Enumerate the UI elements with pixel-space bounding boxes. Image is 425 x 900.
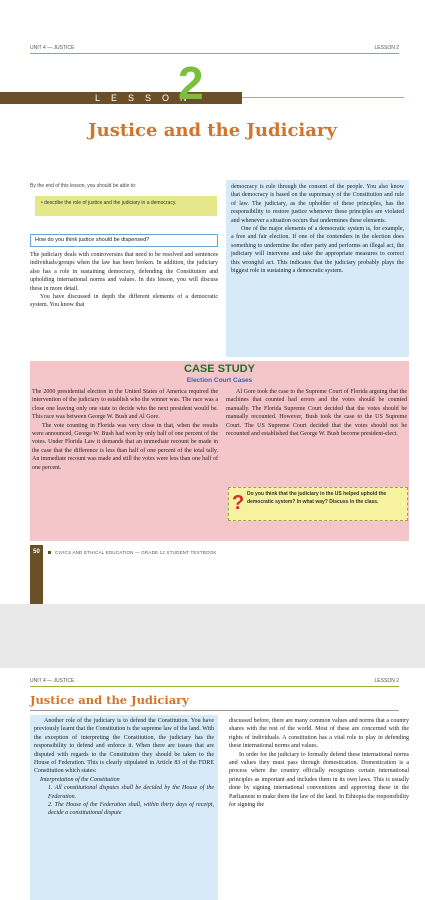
lesson-label: LESSON: [95, 93, 198, 103]
page-number: 50: [33, 549, 40, 555]
case-study-title: CASE STUDY: [184, 363, 255, 375]
footer-bullet-icon: [48, 551, 51, 554]
body-column-right: [229, 717, 409, 809]
header-rule: [30, 686, 399, 687]
objectives-intro: By the end of this lesson, you should be able to:: [30, 183, 137, 189]
paragraph: The 2000 presidential election in the United States of America required the intervention of the judiciary to establish who the winner was. The race was a close one leaving only one state to decide who the next president would be. This race was between George W. Bush and Al Gore.: [32, 389, 218, 421]
question-mark-icon: ?: [232, 492, 245, 514]
page-title: Justice and the Judiciary: [30, 693, 189, 707]
lesson-title: Justice and the Judiciary: [88, 120, 337, 141]
starter-question: How do you think justice should be dispensed?: [30, 234, 218, 247]
objectives-box: • describe the role of justice and the judiciary in a democracy.: [35, 196, 217, 216]
paragraph: The judiciary deals with controversies that need to be resolved and sentences individuals/groups when the law has been broken. In addition, the judiciary also has a role in sustaining democracy, defending the Constitution and upholding international norms and values. In this lesson, you will discuss these in more detail.: [30, 252, 218, 292]
paragraph: You have discussed in depth the different elements of a democratic system. You know that: [30, 294, 218, 309]
paragraph: One of the major elements of a democratic system is, for example, a free and fair election. If one of the contenders in the election does something to undermine the other party and performs an illegal act, the judiciary will intervene and take the appropriate measures to correct this wrongful act. This indicates that the judiciary probably plays the biggest role in sustaining a democratic system.: [231, 226, 404, 275]
case-study-column-right: [226, 388, 407, 438]
lesson-number: 2: [178, 57, 204, 109]
header-lesson: LESSON 2: [374, 45, 399, 51]
title-rule: [30, 710, 399, 711]
paragraph: Al Gore took the case to the Supreme Court of Florida arguing that the machines that counted had errors and the votes should be counted manually. The Florida Supreme Court decided that the votes should be manually recounted. However, Bush took the case to the US Supreme Court. The US Supreme Court decided that the votes should not be recounted and established that George W. Bush become president-elect.: [226, 389, 407, 438]
case-study-box: [30, 361, 409, 541]
paragraph: The vote counting in Florida was very close in that, when the results were announced, George W. Bush had won by only half of one percent of the votes. Under Florida Law it demands that an immediate recount be made in the case that the difference is less than half of one percent of the total tally. An immediate recount was made and still the votes were less than one half of one percent.: [32, 422, 218, 471]
case-study-column-left: [32, 388, 218, 472]
quote-heading: Interpretation of the Constitution: [40, 776, 120, 783]
lesson-banner-line: [242, 97, 404, 98]
body-column-left: [30, 251, 218, 310]
paragraph: Another role of the judiciary is to defend the Constitution. You have previously learnt that the Constitution is the supreme law of the land. With the exception of interpreting the Constitution, the judiciary has the responsibility to defend and enforce it. When there are issues that are disputed with regards to the Constitution they should be taken to the House of Federation. This is clearly stipulated in Article 83 of the FDRE Constitution which states:: [34, 718, 214, 775]
header-unit: UNIT 4 — JUSTICE: [30, 678, 75, 684]
body-column-left: [30, 715, 218, 900]
paragraph: In order for the judiciary to formally defend these international norms and values they must pass through domestication. Domestication is a process where the country officially recognizes certain international principles as important and includes them in its own laws. This is usually done by signing international conventions and approving these in the Parliament to make them the law of the land. In Ethiopia the responsibility for signing the: [229, 751, 409, 809]
quote-item: 2. The House of the Federation shall, within thirty days of receipt, decide a constitutional dispute: [48, 802, 214, 817]
header-rule: [30, 53, 399, 54]
discussion-question-box: [228, 487, 408, 521]
paragraph: discussed before, there are many common values and norms that a country shares with the rest of the world. Most of these are concerned with the rights of individuals. A constitution has a vital role to play in defending these international norms and values.: [229, 718, 409, 750]
body-column-right: [226, 180, 409, 357]
header-unit: UNIT 4 — JUSTICE: [30, 45, 75, 51]
header-lesson: LESSON 2: [374, 678, 399, 684]
quote-item: 1. All constitutional disputes shall be decided by the House of the Federation.: [48, 785, 214, 800]
discussion-question: Do you think that the judiciary in the US helped uphold the democratic system? In what way? Discuss in the class.: [247, 491, 387, 505]
paragraph: democracy is rule through the consent of the people. You also know that democracy is based on the supremacy of the Constitution and rule of law. The judiciary, as the upholder of these principles, has the responsibility to restore justice whenever these principles are violated and whenever a situation occurs that undermines these elements.: [231, 184, 404, 224]
case-study-subtitle: Election Court Cases: [186, 377, 253, 384]
textbook-page-51: [0, 668, 425, 900]
footer-book-title: CIVICS AND ETHICAL EDUCATION — GRADE 12 STUDENT TEXTBOOK: [55, 550, 217, 555]
